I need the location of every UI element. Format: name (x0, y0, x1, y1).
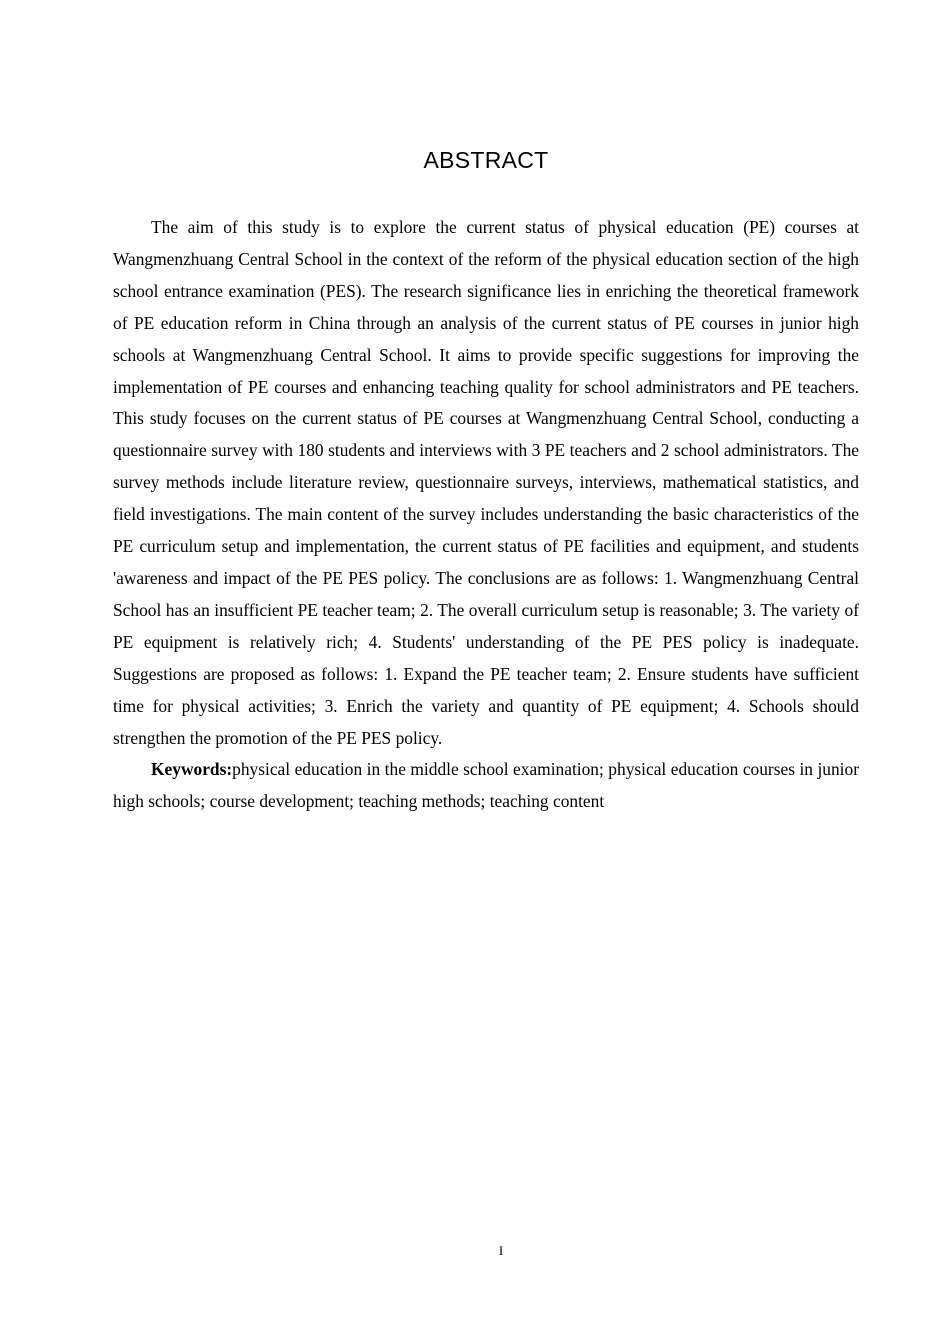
keywords-paragraph (113, 754, 859, 818)
abstract-paragraph: The aim of this study is to explore the current status of physical education (PE) courses at Wangmenzhuang Central School in the context of the reform of the physical education section of the high school entrance examination (PES). The research significance lies in enriching the theoretical framework of PE education reform in China through an analysis of the current status of PE courses in junior high schools at Wangmenzhuang Central School. It aims to provide specific suggestions for improving the implementation of PE courses and enhancing teaching quality for school administrators and PE teachers. This study focuses on the current status of PE courses at Wangmenzhuang Central School, conducting a questionnaire survey with 180 students and interviews with 3 PE teachers and 2 school administrators. The survey methods include literature review, questionnaire surveys, interviews, mathematical statistics, and field investigations. The main content of the survey includes understanding the basic characteristics of the PE curriculum setup and implementation, the current status of PE facilities and equipment, and students 'awareness and impact of the PE PES policy. The conclusions are as follows: 1. Wangmenzhuang Central School has an insufficient PE teacher team; 2. The overall curriculum setup is reasonable; 3. The variety of PE equipment is relatively rich; 4. Students' understanding of the PE PES policy is inadequate. Suggestions are proposed as follows: 1. Expand the PE teacher team; 2. Ensure students have sufficient time for physical activities; 3. Enrich the variety and quantity of PE equipment; 4. Schools should strengthen the promotion of the PE PES policy. (113, 217, 859, 748)
keywords-label: Keywords: (151, 759, 233, 780)
abstract-body (113, 212, 859, 818)
page-number: I (498, 1243, 504, 1258)
abstract-title: ABSTRACT (423, 147, 549, 173)
keywords-text: physical education in the middle school examination; physical education courses in junior high schools; course development; teaching methods; teaching content (113, 759, 859, 812)
